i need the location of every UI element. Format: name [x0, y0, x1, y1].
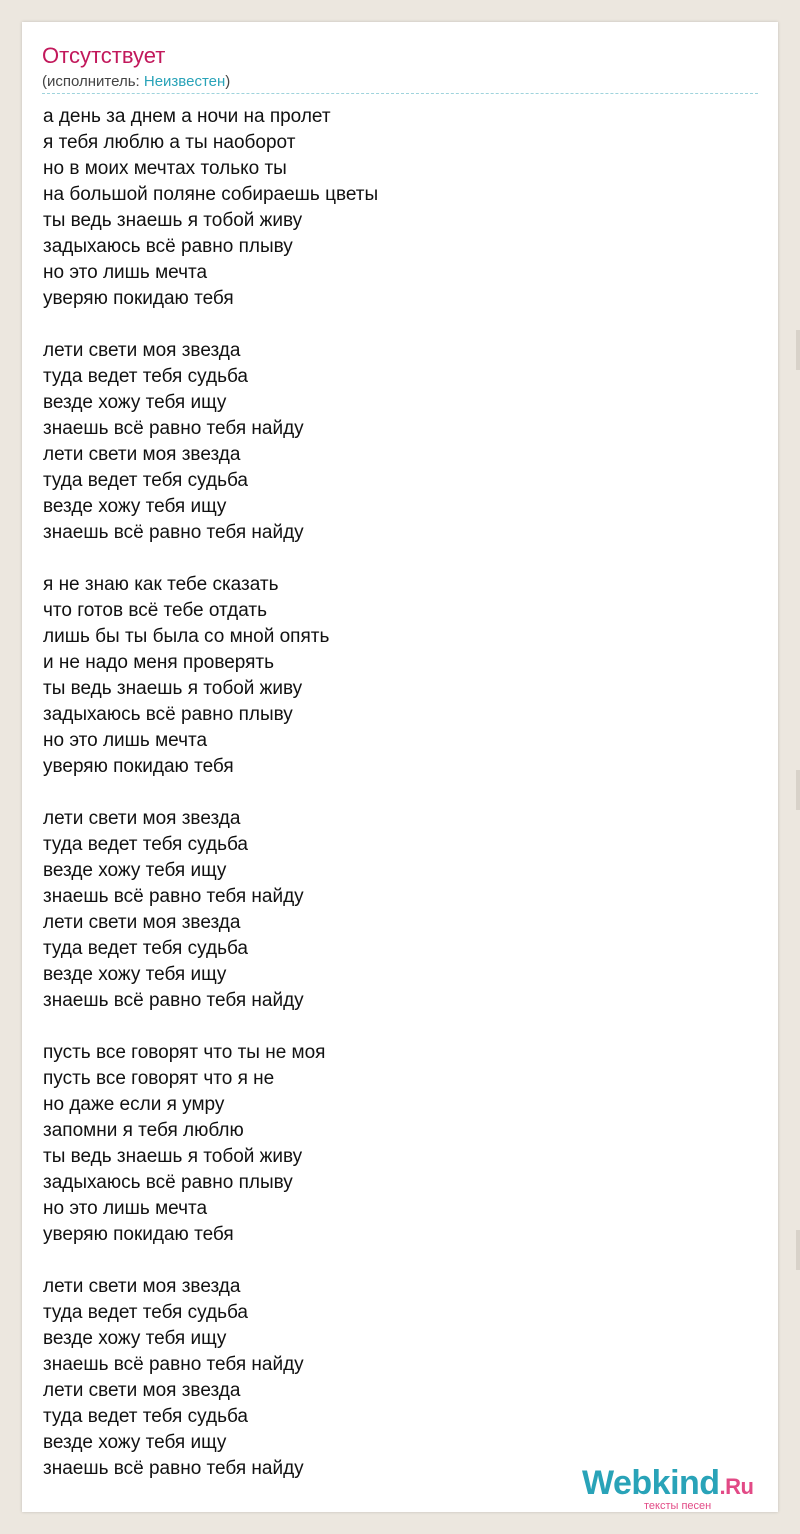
lyric-line: туда ведет тебя судьба: [43, 1406, 248, 1427]
lyric-line: везде хожу тебя ищу: [43, 1432, 227, 1453]
lyric-line: лети свети моя звезда: [43, 1380, 241, 1401]
lyric-line: лети свети моя звезда: [43, 808, 241, 829]
lyric-line: ты ведь знаешь я тобой живу: [43, 210, 303, 231]
lyric-line: знаешь всё равно тебя найду: [43, 418, 304, 439]
lyric-line: знаешь всё равно тебя найду: [43, 886, 304, 907]
lyric-line: туда ведет тебя судьба: [43, 938, 248, 959]
lyric-line: я не знаю как тебе сказать: [43, 574, 279, 595]
lyric-line: лишь бы ты была со мной опять: [43, 626, 330, 647]
lyric-line: везде хожу тебя ищу: [43, 1328, 227, 1349]
lyric-line: запомни я тебя люблю: [43, 1120, 244, 1141]
lyric-line: туда ведет тебя судьба: [43, 470, 248, 491]
lyric-line: везде хожу тебя ищу: [43, 860, 227, 881]
lyric-line: задыхаюсь всё равно плыву: [43, 1172, 293, 1193]
lyric-line: лети свети моя звезда: [43, 1276, 241, 1297]
lyric-line: знаешь всё равно тебя найду: [43, 1354, 304, 1375]
lyric-line: лети свети моя звезда: [43, 444, 241, 465]
lyric-line: но это лишь мечта: [43, 1198, 208, 1219]
artist-link[interactable]: Неизвестен: [143, 73, 226, 90]
lyric-line: везде хожу тебя ищу: [43, 964, 227, 985]
lyric-line: уверяю покидаю тебя: [43, 1224, 234, 1245]
lyric-line: на большой поляне собираешь цветы: [43, 184, 379, 205]
artist-line: [42, 73, 230, 91]
lyrics-stanza: [43, 806, 378, 1014]
lyric-line: ты ведь знаешь я тобой живу: [43, 678, 303, 699]
lyrics-stanza: [43, 572, 378, 780]
lyric-line: туда ведет тебя судьба: [43, 834, 248, 855]
lyric-line: везде хожу тебя ищу: [43, 392, 227, 413]
lyric-line: лети свети моя звезда: [43, 340, 241, 361]
lyric-line: но это лишь мечта: [43, 730, 208, 751]
lyric-line: знаешь всё равно тебя найду: [43, 1458, 304, 1479]
artist-prefix: (исполнитель:: [42, 73, 144, 90]
page-edge-mark: [796, 330, 800, 370]
site-logo[interactable]: [582, 1464, 754, 1512]
lyric-line: но это лишь мечта: [43, 262, 208, 283]
lyric-line: пусть все говорят что ты не моя: [43, 1042, 326, 1063]
lyric-line: туда ведет тебя судьба: [43, 1302, 248, 1323]
logo-tagline: тексты песен: [644, 1500, 712, 1512]
lyric-line: уверяю покидаю тебя: [43, 288, 234, 309]
logo-wordmark: Webkind: [582, 1464, 720, 1502]
title-divider: [42, 93, 758, 94]
lyrics-stanza: [43, 338, 378, 546]
lyric-line: туда ведет тебя судьба: [43, 366, 248, 387]
lyric-line: я тебя люблю а ты наоборот: [43, 132, 296, 153]
song-title: Отсутствует: [42, 43, 166, 68]
lyrics-text: [43, 104, 378, 1482]
lyric-line: но даже если я умру: [43, 1094, 225, 1115]
lyric-line: лети свети моя звезда: [43, 912, 241, 933]
lyric-line: уверяю покидаю тебя: [43, 756, 234, 777]
lyrics-stanza: [43, 1040, 378, 1248]
lyric-line: везде хожу тебя ищу: [43, 496, 227, 517]
lyric-line: пусть все говорят что я не: [43, 1068, 275, 1089]
lyrics-card: [22, 22, 778, 1512]
lyric-line: ты ведь знаешь я тобой живу: [43, 1146, 303, 1167]
page-edge-mark: [796, 1230, 800, 1270]
lyric-line: что готов всё тебе отдать: [43, 600, 267, 621]
lyric-line: задыхаюсь всё равно плыву: [43, 704, 293, 725]
lyrics-stanza: [43, 1274, 378, 1482]
lyric-line: знаешь всё равно тебя найду: [43, 990, 304, 1011]
lyric-line: а день за днем а ночи на пролет: [43, 106, 331, 127]
lyric-line: задыхаюсь всё равно плыву: [43, 236, 293, 257]
lyric-line: но в моих мечтах только ты: [43, 158, 287, 179]
lyrics-stanza: [43, 104, 378, 312]
logo-tld: .Ru: [719, 1474, 754, 1499]
lyric-line: и не надо меня проверять: [43, 652, 275, 673]
lyric-line: знаешь всё равно тебя найду: [43, 522, 304, 543]
artist-suffix: ): [225, 73, 231, 90]
page-edge-mark: [796, 770, 800, 810]
